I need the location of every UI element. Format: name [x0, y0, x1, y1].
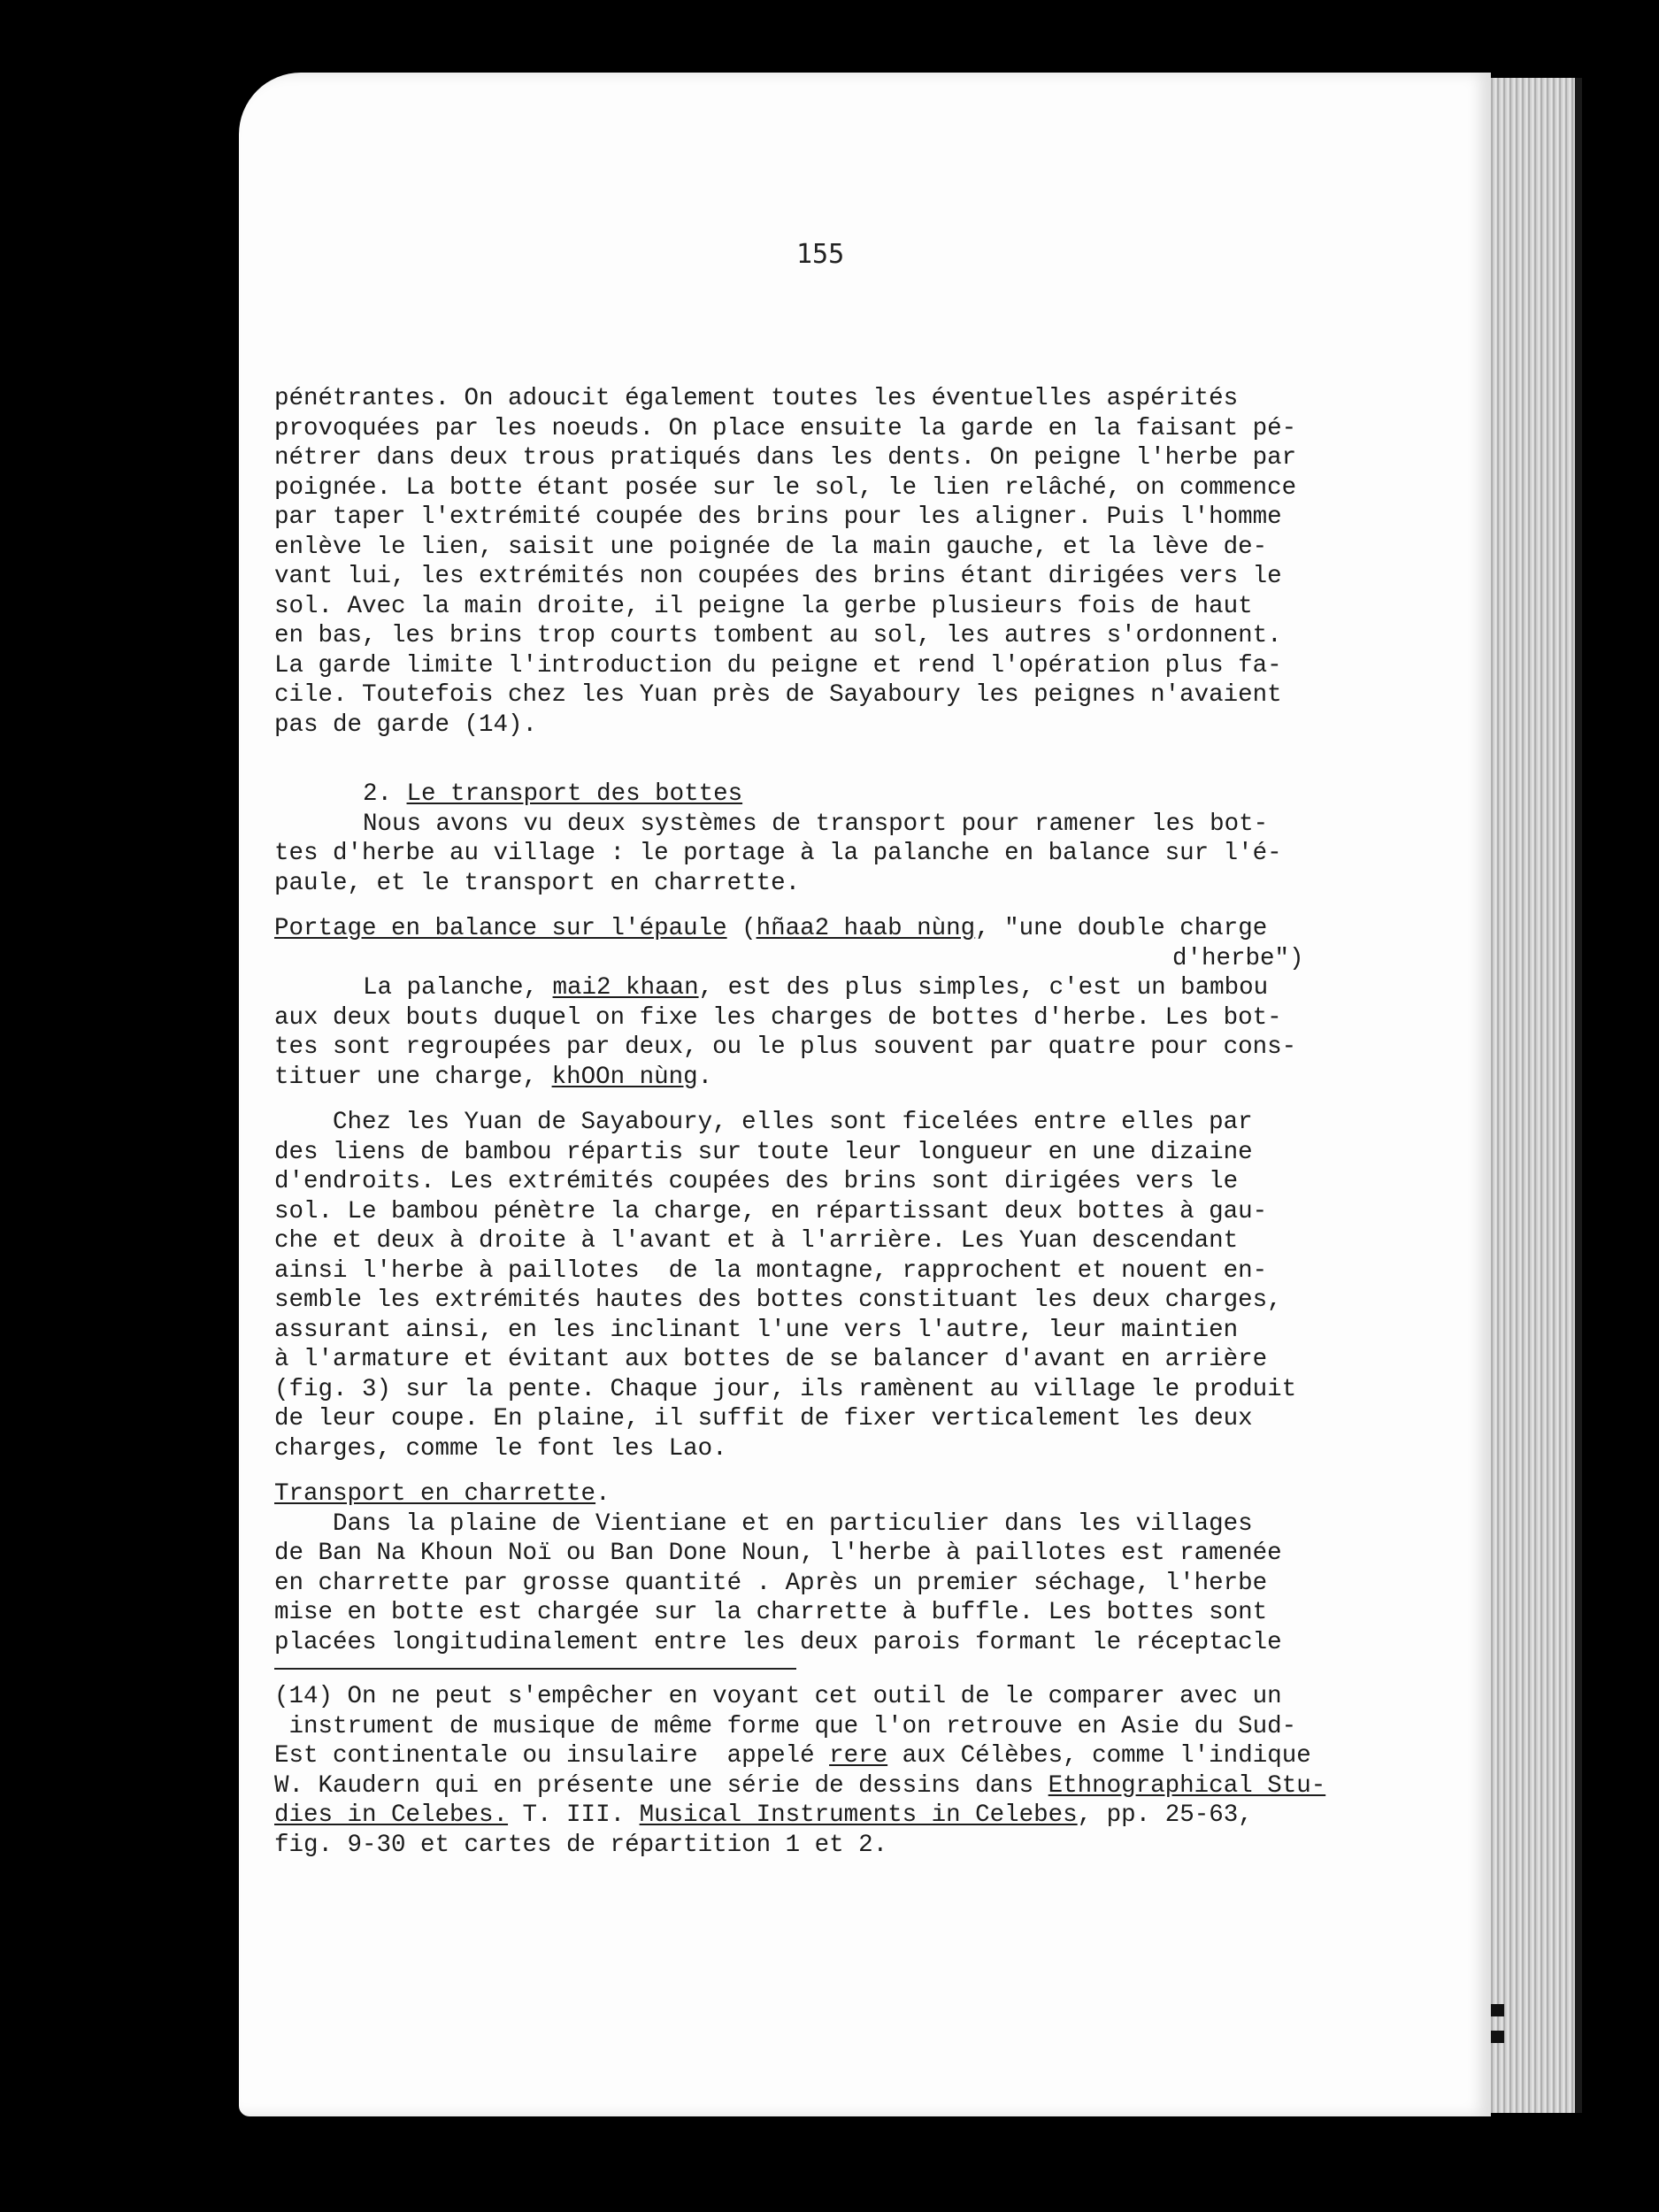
page-number: 155 [796, 239, 845, 270]
paragraph-1 [274, 384, 1371, 740]
text-line: enlève le lien, saisit une poignée de la main gauche, et la lève de- [274, 533, 1268, 561]
text-line: pénétrantes. On adoucit également toutes les éventuelles aspérités [274, 385, 1239, 412]
text-line: en charrette par grosse quantité . Après un premier séchage, l'herbe [274, 1569, 1268, 1597]
text-line: La palanche, mai2 khaan, est des plus simples, c'est un bambou [363, 974, 1269, 1002]
text-line: tituer une charge, khOOn nùng. [274, 1063, 713, 1091]
footnote-line: dies in Celebes. T. III. Musical Instruments in Celebes, pp. 25-63, [274, 1801, 1253, 1829]
text-line: cile. Toutefois chez les Yuan près de Sayaboury les peignes n'avaient [274, 681, 1282, 709]
text-line: ainsi l'herbe à paillotes de la montagne, rapprochent et nouent en- [274, 1256, 1268, 1285]
footnote-line: (14) On ne peut s'empêcher en voyant cet outil de le comparer avec un [274, 1683, 1282, 1710]
text-line: mise en botte est chargée sur la charrette à buffle. Les bottes sont [274, 1599, 1268, 1626]
portage-section [274, 914, 1371, 1463]
subsection-title: Transport en charrette [274, 1480, 596, 1508]
text-line: provoquées par les noeuds. On place ensuite la garde en la faisant pé- [274, 414, 1297, 442]
text-line: semble les extrémités hautes des bottes constituant les deux charges, [274, 1286, 1282, 1314]
text-line: Chez les Yuan de Sayaboury, elles sont ficelées entre elles par [274, 1109, 1253, 1136]
section-title: Le transport des bottes [406, 780, 743, 808]
text-line: nétrer dans deux trous pratiqués dans les dents. On peigne l'herbe par [274, 444, 1297, 472]
section-heading [274, 780, 1371, 810]
text-line: pas de garde (14). [274, 710, 538, 739]
footnote-line: Est continentale ou insulaire appelé rere aux Célèbes, comme l'indique [274, 1742, 1311, 1770]
body-text [274, 384, 1371, 1860]
text-line: La garde limite l'introduction du peigne et rend l'opération plus fa- [274, 651, 1282, 680]
text-line: Nous avons vu deux systèmes de transport pour ramener les bot- [363, 810, 1269, 838]
subsection-title: Portage en balance sur l'épaule [274, 915, 727, 942]
cited-title: Musical Instruments in Celebes [639, 1801, 1078, 1829]
text-line: vant lui, les extrémités non coupées des brins étant dirigées vers le [274, 563, 1282, 590]
vernacular-term: hñaa2 haab nùng [756, 915, 976, 942]
text-line: charges, comme le font les Lao. [274, 1434, 727, 1463]
text-line: aux deux bouts duquel on fixe les charges de bottes d'herbe. Les bot- [274, 1003, 1282, 1032]
text-line: sol. Avec la main droite, il peigne la gerbe plusieurs fois de haut [274, 592, 1253, 620]
footnote-line: W. Kaudern qui en présente une série de dessins dans Ethnographical Stu- [274, 1771, 1326, 1800]
text-line: par taper l'extrémité coupée des brins pour les aligner. Puis l'homme [274, 503, 1282, 531]
text-line: de Ban Na Khoun Noï ou Ban Done Noun, l'herbe à paillotes est ramenée [274, 1540, 1282, 1567]
page [239, 73, 1491, 2116]
footnote [274, 1682, 1371, 1860]
text-line: à l'armature et évitant aux bottes de se balancer d'avant en arrière [274, 1346, 1268, 1373]
text-line: (fig. 3) sur la pente. Chaque jour, ils ramènent au village le produit [274, 1375, 1297, 1403]
text-line: d'herbe") [1172, 944, 1304, 972]
section-number: 2. [363, 780, 393, 808]
text-line: de leur coupe. En plaine, il suffit de fixer verticalement les deux [274, 1405, 1253, 1432]
text-line: sol. Le bambou pénètre la charge, en répartissant deux bottes à gau- [274, 1197, 1268, 1225]
text-line: en bas, les brins trop courts tombent au sol, les autres s'ordonnent. [274, 622, 1282, 649]
vernacular-term: rere [829, 1742, 888, 1770]
cited-title: Ethnographical Stu- [1048, 1771, 1326, 1800]
cited-title: dies in Celebes. [274, 1801, 509, 1829]
footnote-line: instrument de musique de même forme que l'on retrouve en Asie du Sud- [274, 1712, 1297, 1740]
charrette-section [274, 1479, 1371, 1657]
text-line: tes d'herbe au village : le portage à la palanche en balance sur l'é- [274, 840, 1282, 867]
footnote-divider [274, 1668, 796, 1670]
text-line: paule, et le transport en charrette. [274, 869, 801, 897]
text-line: assurant ainsi, en les inclinant l'une vers l'autre, leur maintien [274, 1316, 1239, 1344]
vernacular-term: khOOn nùng [551, 1063, 698, 1091]
text-line: tes sont regroupées par deux, ou le plus souvent par quatre pour cons- [274, 1033, 1297, 1061]
text-line: che et deux à droite à l'avant et à l'arrière. Les Yuan descendant [274, 1227, 1239, 1255]
text-line: placées longitudinalement entre les deux parois formant le réceptacle [274, 1628, 1282, 1656]
vernacular-term: mai2 khaan [552, 974, 699, 1002]
text-line: Dans la plaine de Vientiane et en particulier dans les villages [274, 1509, 1253, 1538]
footnote-line: fig. 9-30 et cartes de répartition 1 et 2. [274, 1831, 888, 1859]
text-line: poignée. La botte étant posée sur le sol, le lien relâché, on commence [274, 473, 1297, 502]
text-line: des liens de bambou répartis sur toute leur longueur en une dizaine [274, 1138, 1253, 1166]
subsection-heading: Transport en charrette. [274, 1480, 611, 1508]
subsection-heading: Portage en balance sur l'épaule (hñaa2 haab nùng, "une double charge [274, 915, 1268, 942]
section-2 [274, 780, 1371, 898]
text-line: d'endroits. Les extrémités coupées des brins sont dirigées vers le [274, 1168, 1239, 1195]
